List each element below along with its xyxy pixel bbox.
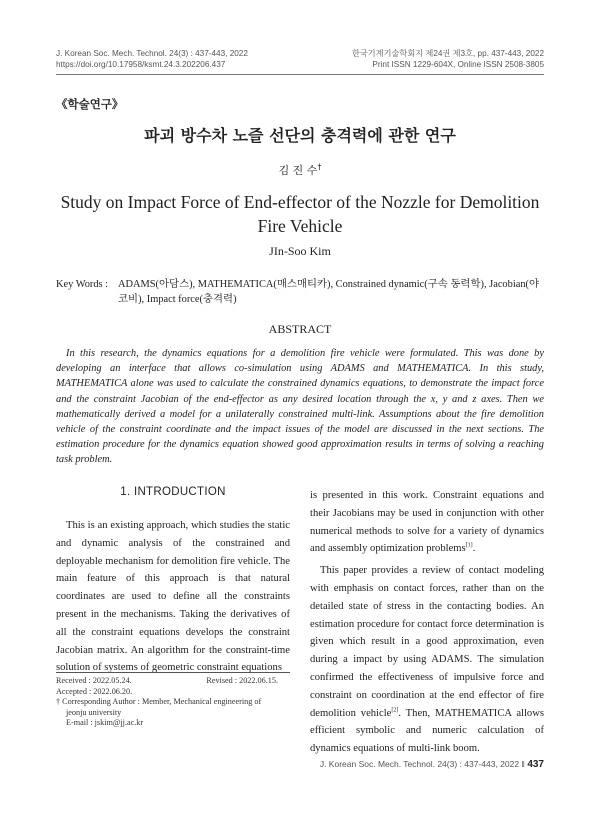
- author-english: JIn-Soo Kim: [269, 244, 331, 258]
- affiliation: jeonju university: [66, 707, 122, 717]
- title-english: Study on Impact Force of End-effector of the Nozzle for Demolition Fire Vehicle: [60, 192, 540, 236]
- footnote-block: [56, 676, 290, 729]
- doi-link[interactable]: https://doi.org/10.17958/ksmt.24.3.202206.437: [56, 60, 226, 69]
- page-footer: [320, 759, 544, 770]
- intro-paragraph-3: [310, 562, 544, 758]
- keywords-text: ADAMS(아담스), MATHEMATICA(매스매티카), Constrained dynamic(구속 동력학), Jacobian(야코비), Impact force(충격력): [118, 279, 540, 305]
- footer-citation: J. Korean Soc. Mech. Technol. 24(3) : 437-443, 2022 ‖: [319, 759, 528, 769]
- abstract-heading: ABSTRACT: [268, 322, 332, 336]
- intro-paragraph-3-end: . Then, MATHEMATICA allows efficient symbolic and numeric calculation of dynamics equations of multi-link boom.: [310, 707, 544, 755]
- citation-ref-1[interactable]: [1]: [465, 542, 473, 549]
- journal-citation: J. Korean Soc. Mech. Technol. 24(3) : 437-443, 2022: [56, 49, 248, 58]
- footnote-divider: [56, 672, 290, 673]
- header-divider: [56, 74, 544, 75]
- author-korean: [0, 162, 600, 178]
- received-date: Received : 2022.05.24.: [56, 676, 132, 685]
- intro-paragraph-1: This is an existing approach, which studies the static and dynamic analysis of the constrained and deployable mechanism for demolition fire vehicle. The main feature of this approach is that natural coordinates are used to define all the constraints present in the mechanisms. Taking the derivatives of all the constraint equations develops the constraint Jacobian matrix. An algorithm for the constraint-time solution of systems of geometric constraint equations: [56, 520, 290, 674]
- abstract-text: In this research, the dynamics equations for a demolition fire vehicle were formulated. This was done by developing an interface that allows co-simulation using ADAMS and MATHEMATICA. In this study, MATHEMATICA alone was used to calculate the constrained dynamics equations, to demonstrate the impact force and the constraint Jacobian of the end-effector as any desired location through the x, y and z axes. Then we mathematically derived a model for a unilaterally constrained multi-link. Assumptions about the fire demolition vehicle of the constraint coordinate and the impact issues of the model are discussed in the next sections. The estimation procedure for the dynamics equation showed good approximation results in terms of solving a reaching task problem.: [56, 348, 544, 466]
- intro-paragraph-2: [310, 487, 544, 558]
- issn-line: Print ISSN 1229-604X, Online ISSN 2508-3805: [372, 60, 544, 69]
- title-korean: 파괴 방수차 노즐 선단의 충격력에 관한 연구: [144, 126, 456, 145]
- footnote-dates: [56, 676, 290, 687]
- accepted-date: Accepted : 2022.06.20.: [56, 686, 133, 696]
- section-heading-introduction: 1. INTRODUCTION: [120, 486, 226, 498]
- article-category: 《학술연구》: [56, 97, 124, 111]
- corresponding-author: † Corresponding Author : Member, Mechanical engineering of: [56, 697, 262, 706]
- author-name-ko: 김 진 수: [278, 164, 318, 177]
- corresponding-mark: †: [317, 162, 322, 172]
- keywords-label: Key Words :: [56, 279, 109, 290]
- email[interactable]: E-mail : jskim@jj.ac.kr: [66, 718, 144, 727]
- running-header-right: [352, 48, 544, 70]
- citation-ref-2[interactable]: [2]: [391, 707, 399, 714]
- left-column: [56, 517, 290, 677]
- page-number: 437: [527, 759, 544, 770]
- period: .: [472, 543, 476, 555]
- right-column: [310, 487, 544, 758]
- intro-paragraph-2-text: is presented in this work. Constraint equations and their Jacobians may be used in conjunction with other numerical methods to solve for a variety of dynamics and assembly optimization problems: [310, 490, 544, 555]
- intro-paragraph-3-text: This paper provides a review of contact modeling with emphasis on contact forces, rather than on the detailed state of stress in the contacting bodies. An estimation procedure for contact force determination is given which result in a good approximation, even during a impact by using ADAMS. The simulation confirmed the effectiveness of impulsive force and constraint on coordination at the end effector of fire demolition vehicle: [310, 565, 544, 719]
- revised-date: Revised : 2022.06.15.: [206, 676, 278, 685]
- journal-citation-ko: 한국기계기술학회지 제24권 제3호, pp. 437-443, 2022: [351, 49, 544, 58]
- running-header-left: [56, 48, 248, 70]
